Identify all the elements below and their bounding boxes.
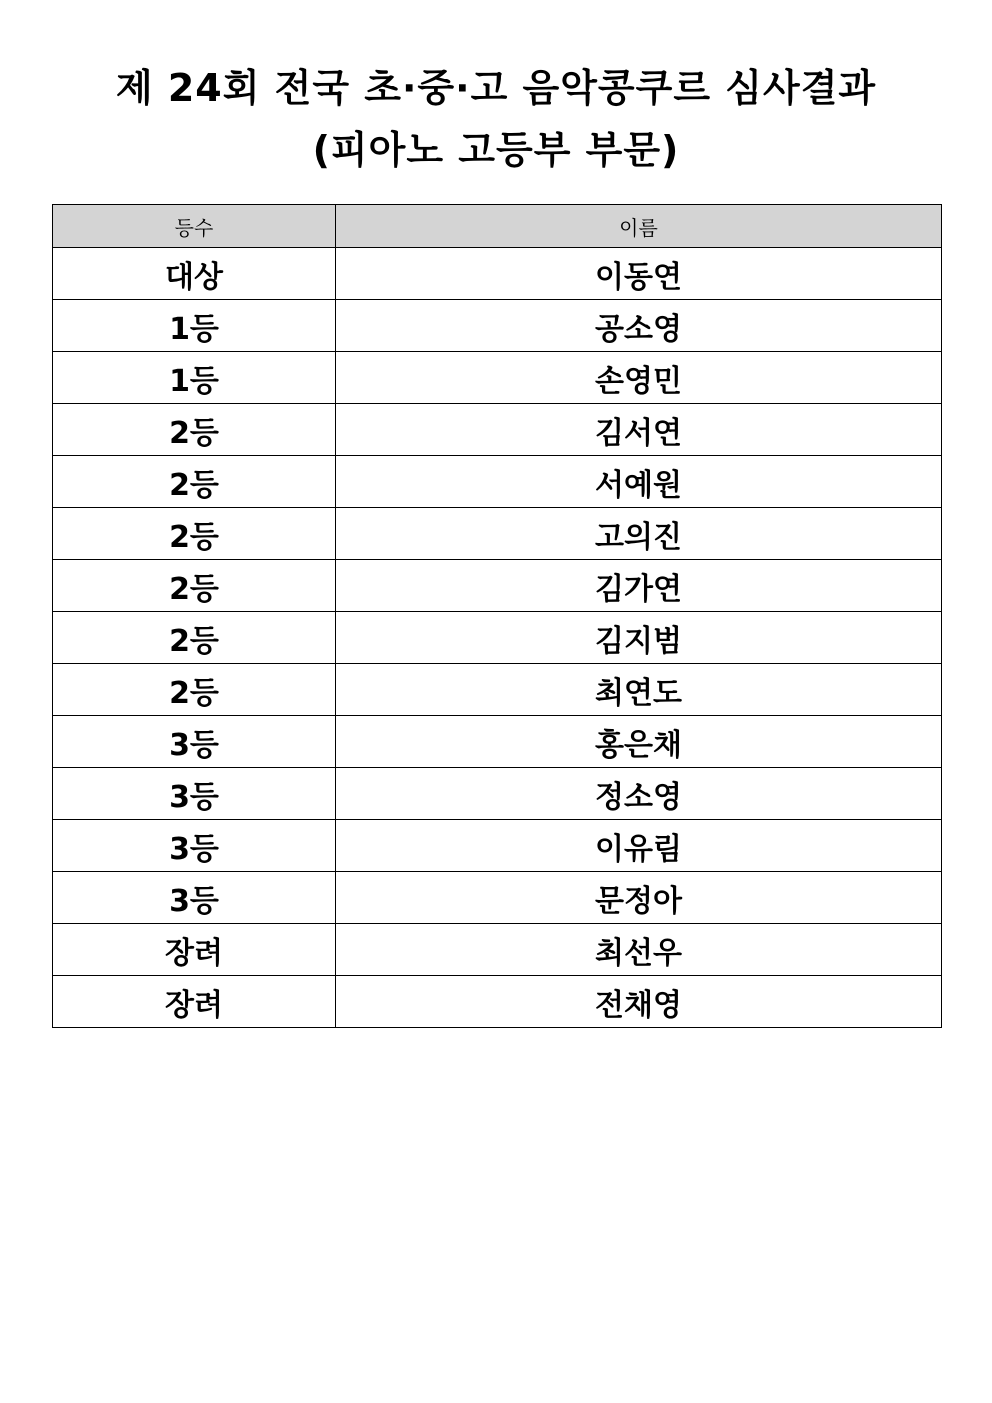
name-cell: 이유림 xyxy=(336,820,942,872)
rank-cell: 장려 xyxy=(53,924,336,976)
document-subtitle: (피아노 고등부 부문) xyxy=(312,128,680,172)
table-row xyxy=(53,404,942,456)
rank-cell: 장려 xyxy=(53,976,336,1028)
name-cell: 고의진 xyxy=(336,508,942,560)
name-cell: 정소영 xyxy=(336,768,942,820)
rank-cell: 2등 xyxy=(53,456,336,508)
rank-cell: 대상 xyxy=(53,248,336,300)
table-row xyxy=(53,924,942,976)
rank-cell: 2등 xyxy=(53,560,336,612)
rank-cell: 1등 xyxy=(53,300,336,352)
table-row xyxy=(53,716,942,768)
table-row xyxy=(53,456,942,508)
rank-cell: 1등 xyxy=(53,352,336,404)
name-cell: 최선우 xyxy=(336,924,942,976)
table-row xyxy=(53,976,942,1028)
table-row xyxy=(53,248,942,300)
name-cell: 공소영 xyxy=(336,300,942,352)
name-cell: 김서연 xyxy=(336,404,942,456)
rank-cell: 3등 xyxy=(53,768,336,820)
header-rank: 등수 xyxy=(53,205,336,248)
table-row xyxy=(53,612,942,664)
rank-cell: 3등 xyxy=(53,716,336,768)
rank-cell: 2등 xyxy=(53,404,336,456)
name-cell: 홍은채 xyxy=(336,716,942,768)
table-row xyxy=(53,768,942,820)
rank-cell: 3등 xyxy=(53,820,336,872)
name-cell: 손영민 xyxy=(336,352,942,404)
table-row xyxy=(53,300,942,352)
table-row xyxy=(53,560,942,612)
table-header-row xyxy=(53,205,942,248)
document-title: 제 24회 전국 초·중·고 음악콩쿠르 심사결과 xyxy=(115,66,877,110)
name-cell: 이동연 xyxy=(336,248,942,300)
name-cell: 김가연 xyxy=(336,560,942,612)
table-row xyxy=(53,820,942,872)
rank-cell: 2등 xyxy=(53,664,336,716)
header-name: 이름 xyxy=(336,205,942,248)
table-row xyxy=(53,872,942,924)
rank-cell: 2등 xyxy=(53,612,336,664)
name-cell: 전채영 xyxy=(336,976,942,1028)
name-cell: 문정아 xyxy=(336,872,942,924)
name-cell: 최연도 xyxy=(336,664,942,716)
results-table xyxy=(52,204,942,1028)
name-cell: 김지범 xyxy=(336,612,942,664)
rank-cell: 2등 xyxy=(53,508,336,560)
table-row xyxy=(53,508,942,560)
rank-cell: 3등 xyxy=(53,872,336,924)
table-row xyxy=(53,352,942,404)
name-cell: 서예원 xyxy=(336,456,942,508)
table-row xyxy=(53,664,942,716)
